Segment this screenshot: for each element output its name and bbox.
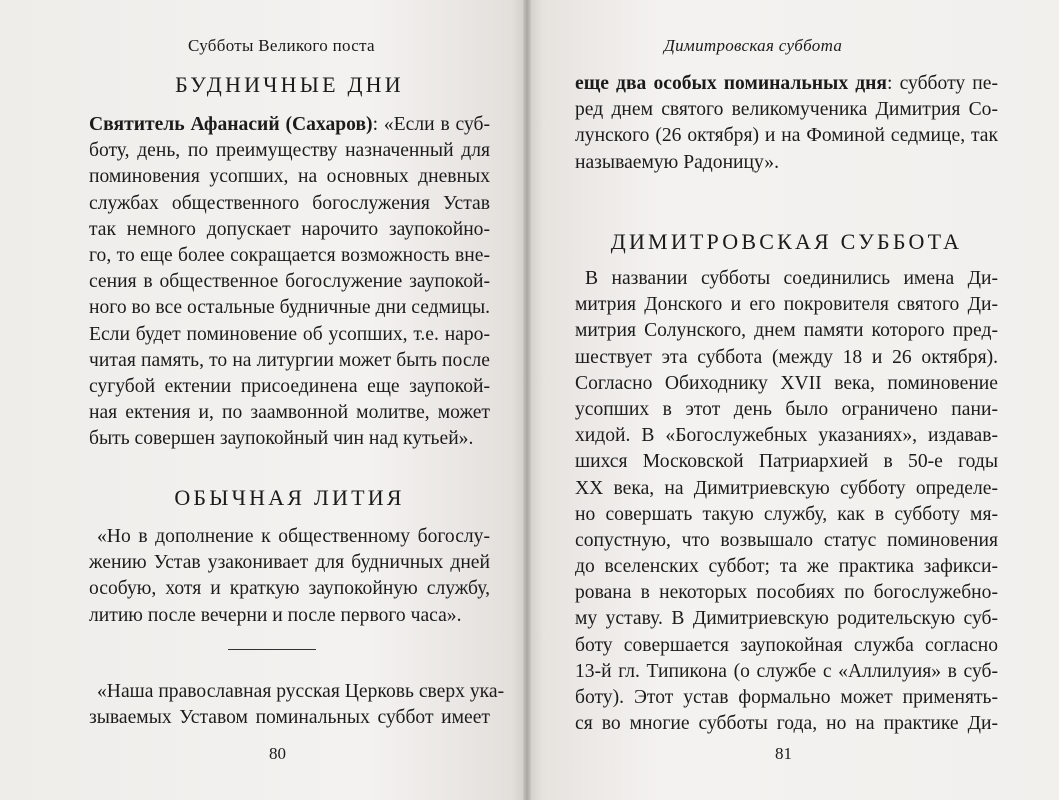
text-line: читая память, то на литургии может быть после (89, 349, 490, 371)
text-line: го, то еще более сокращается возможность вне- (89, 244, 490, 266)
text-line: боту совершается заупокойная служба согласно (575, 634, 998, 656)
text-line: жению Устав узаконивает для будничных дней (89, 552, 490, 574)
heading-dimitrovskaya (575, 229, 998, 255)
text-line: Если будет поминовение об усопших, т.е. наро- (89, 323, 490, 345)
text-line: В названии субботы соединились имена Ди- (585, 268, 998, 289)
text-line: сугубой ектении присоединена еще заупокой- (89, 375, 490, 397)
text-line (575, 71, 998, 97)
text-line: «Но в дополнение к общественному богослу- (97, 526, 490, 547)
text-fragment: : «Если в суб- (372, 114, 491, 135)
running-header-right: Димитровская суббота (664, 36, 843, 55)
section-heading: ОБЫЧНАЯ ЛИТИЯ (174, 485, 405, 510)
text-fragment: : субботу пе- (887, 73, 998, 94)
text-line: хидой. В «Богослужебных указаниях», издавав- (575, 425, 998, 447)
text-line: боту, день, по преимуществу назначенный для (89, 140, 490, 162)
book-gutter (523, 0, 531, 800)
page-number-right: 81 (775, 744, 792, 763)
text-line: XX века, на Димитриевскую субботу определе- (575, 477, 998, 499)
text-line: так немного допускает нарочито заупокойно- (89, 218, 490, 240)
text-line: шихся Московской Патриархией в 50-е годы (575, 451, 998, 473)
text-line: ного во все остальные будничные дни седмицы. (89, 297, 491, 319)
text-line: лунского (26 октября) и на Фоминой седмице, так (575, 125, 998, 147)
text-line: митрия Донского и его покровителя святого Ди- (575, 294, 998, 316)
text-line: рована в некоторых пособиях по богослужебно- (575, 582, 998, 604)
section-heading: БУДНИЧНЫЕ ДНИ (175, 72, 404, 97)
author-name: Святитель Афанасий (Сахаров) (89, 114, 373, 135)
text-line: шествует эта суббота (между 18 и 26 октября). (575, 346, 998, 368)
page-number-left: 80 (269, 744, 286, 763)
paragraph-continuation (575, 71, 998, 176)
section-separator (228, 649, 316, 650)
heading-obychnaya-litiya (89, 485, 490, 511)
section-heading: ДИМИТРОВСКАЯ СУББОТА (610, 229, 963, 254)
running-header-left: Субботы Великого поста (188, 36, 375, 55)
right-page (527, 0, 1059, 800)
bold-phrase: еще два особых поминальных дня (575, 73, 888, 94)
text-line: «Наша православная русская Церковь сверх ука- (97, 681, 505, 702)
text-line: боту). Этот устав формально может применять- (575, 687, 998, 708)
text-line: до вселенских суббот; та же практика зафикси- (575, 556, 998, 578)
text-line: ная ектения и, по заамвонной молитве, может (89, 402, 490, 424)
text-line: му уставу. В Димитриевскую родительскую суб- (575, 608, 998, 630)
text-line: 13-й гл. Типикона (о службе с «Аллилуия» в суб- (575, 660, 998, 682)
text-line: особую, хотя и краткую заупокойную службу, (89, 578, 490, 600)
text-line: быть совершен заупокойный чин над кутьей». (89, 428, 474, 450)
text-line: зываемых Уставом поминальных суббот имеет (89, 707, 490, 729)
heading-budnichnye-dni (89, 72, 490, 98)
text-line: литию после вечерни и после первого часа». (89, 604, 462, 626)
text-line: поминовения усопших, на основных дневных (89, 166, 490, 188)
left-page (0, 0, 527, 800)
text-line: митрия Солунского, днем памяти которого пред- (575, 320, 998, 342)
paragraph-afanasy (89, 112, 490, 452)
text-line: ся во многие субботы года, но на практике Ди- (575, 713, 998, 735)
text-line (89, 112, 490, 138)
paragraph-dimitrovskaya (575, 266, 998, 737)
text-line: службах общественного богослужения Устав (89, 192, 490, 214)
paragraph-litiya (89, 524, 490, 629)
paragraph-church (89, 679, 505, 731)
text-line: сопустную, что возвышало статус поминовения (575, 529, 998, 551)
text-line: сения в общественное богослужение заупокой- (89, 271, 490, 293)
text-line: называемую Радоницу». (575, 151, 780, 173)
text-line: Согласно Обиходнику XVII века, поминовение (575, 372, 998, 394)
text-line: усопших в этот день было ограничено пани- (575, 398, 998, 420)
text-line: но совершать такую службу, как в субботу мя- (575, 503, 998, 525)
text-line: ред днем святого великомученика Димитрия Со- (575, 99, 998, 121)
